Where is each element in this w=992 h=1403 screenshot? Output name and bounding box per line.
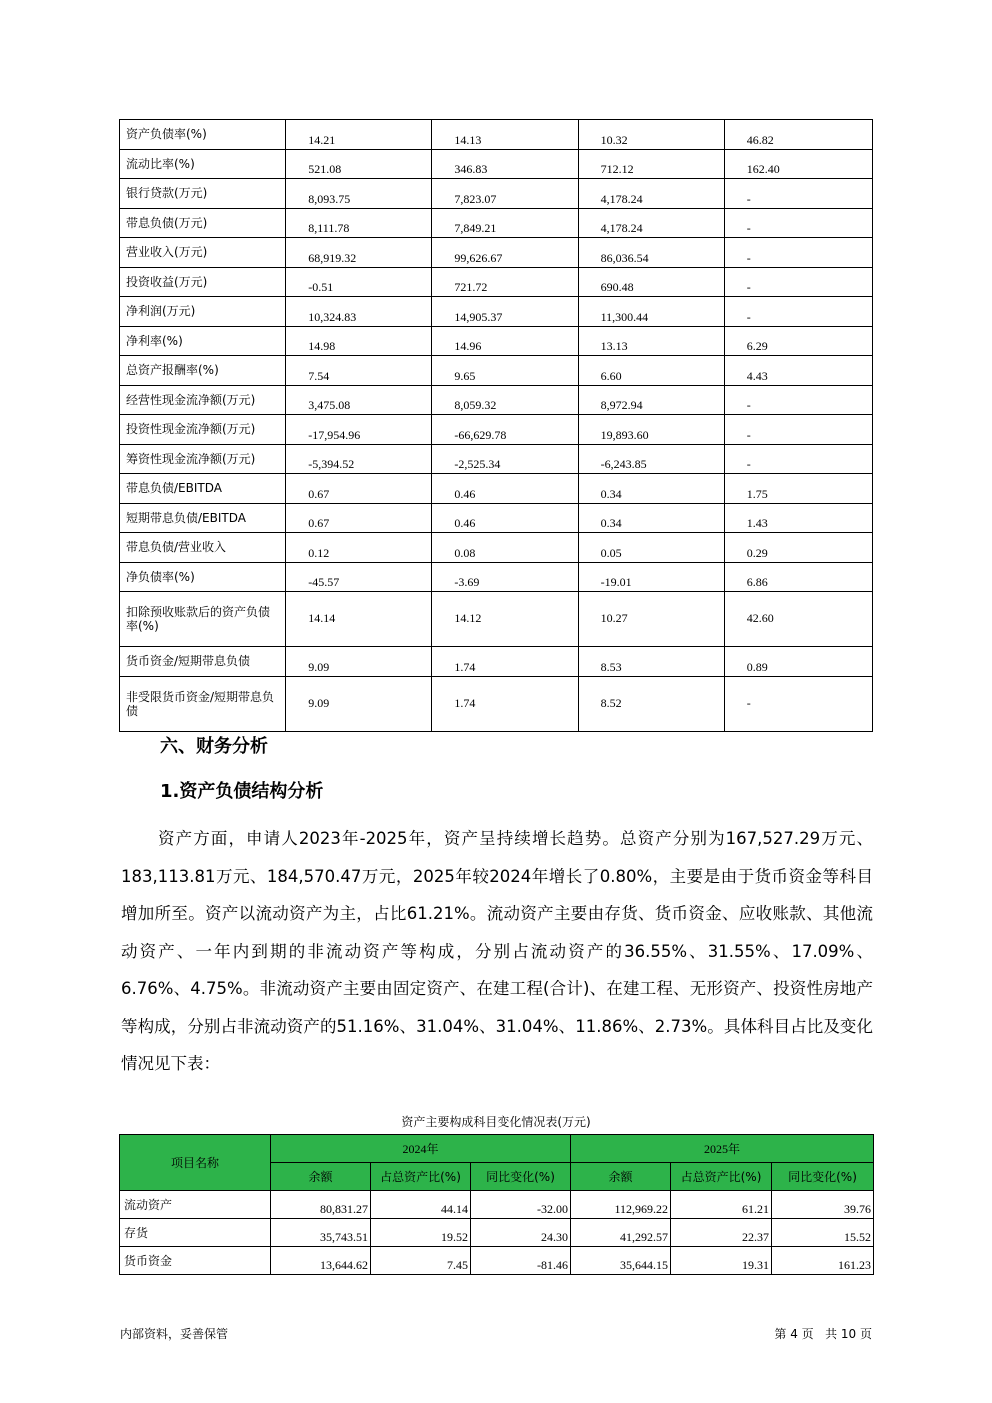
header-item-name: 项目名称 — [120, 1135, 271, 1191]
indicator-label: 银行贷款(万元) — [120, 179, 286, 209]
indicator-value-v3: 8.53 — [578, 647, 724, 677]
indicator-row — [120, 356, 873, 386]
indicator-value-v4: - — [724, 415, 872, 445]
row-value-a2: 35,644.15 — [571, 1247, 671, 1275]
row-value-a2: 112,969.22 — [571, 1191, 671, 1219]
indicator-row — [120, 297, 873, 327]
indicator-value-v2: 1.74 — [432, 676, 578, 731]
indicator-label: 货币资金/短期带息负债 — [120, 647, 286, 677]
indicator-value-v4: 6.29 — [724, 326, 872, 356]
indicator-value-v2: 346.83 — [432, 149, 578, 179]
indicator-value-v1: 7.54 — [286, 356, 432, 386]
indicator-value-v4: - — [724, 385, 872, 415]
indicator-value-v3: 6.60 — [578, 356, 724, 386]
footer-confidential: 内部资料，妥善保管 — [120, 1327, 229, 1341]
indicator-value-v3: 690.48 — [578, 267, 724, 297]
indicator-value-v2: 0.08 — [432, 533, 578, 563]
row-value-c2: 161.23 — [772, 1247, 874, 1275]
header-year-2: 2025年 — [571, 1135, 874, 1163]
indicator-value-v2: 0.46 — [432, 503, 578, 533]
indicator-value-v4: - — [724, 208, 872, 238]
header-amount: 余额 — [571, 1163, 671, 1191]
indicator-value-v4: - — [724, 676, 872, 731]
indicator-value-v3: -6,243.85 — [578, 444, 724, 474]
row-value-s1: 44.14 — [371, 1191, 471, 1219]
indicator-value-v2: -3.69 — [432, 562, 578, 592]
indicator-value-v3: -19.01 — [578, 562, 724, 592]
indicator-value-v4: 46.82 — [724, 120, 872, 150]
indicator-label: 短期带息负债/EBITDA — [120, 503, 286, 533]
indicator-value-v3: 712.12 — [578, 149, 724, 179]
indicator-value-v3: 11,300.44 — [578, 297, 724, 327]
indicator-row — [120, 444, 873, 474]
row-value-a1: 13,644.62 — [271, 1247, 371, 1275]
indicator-row — [120, 415, 873, 445]
header-year-1: 2024年 — [271, 1135, 571, 1163]
indicator-value-v4: 162.40 — [724, 149, 872, 179]
indicator-value-v3: 10.32 — [578, 120, 724, 150]
indicator-row — [120, 503, 873, 533]
indicator-value-v1: 3,475.08 — [286, 385, 432, 415]
indicator-value-v2: 0.46 — [432, 474, 578, 504]
indicator-value-v4: 1.75 — [724, 474, 872, 504]
indicator-label: 带息负债/营业收入 — [120, 533, 286, 563]
indicator-value-v2: 14.12 — [432, 592, 578, 647]
indicator-label: 净负债率(%) — [120, 562, 286, 592]
row-value-c2: 15.52 — [772, 1219, 874, 1247]
header-share: 占总资产比(%) — [371, 1163, 471, 1191]
indicator-row — [120, 238, 873, 268]
indicator-value-v2: 8,059.32 — [432, 385, 578, 415]
indicator-value-v2: 721.72 — [432, 267, 578, 297]
indicator-value-v1: -0.51 — [286, 267, 432, 297]
indicator-row — [120, 676, 873, 731]
header-share: 占总资产比(%) — [671, 1163, 772, 1191]
indicator-value-v1: -17,954.96 — [286, 415, 432, 445]
indicator-row — [120, 120, 873, 150]
indicator-row — [120, 474, 873, 504]
indicator-value-v1: 0.67 — [286, 474, 432, 504]
table-row — [120, 1191, 874, 1219]
indicator-label: 带息负债(万元) — [120, 208, 286, 238]
indicator-value-v3: 0.34 — [578, 474, 724, 504]
indicator-value-v1: 9.09 — [286, 647, 432, 677]
indicator-value-v2: -2,525.34 — [432, 444, 578, 474]
row-value-s2: 61.21 — [671, 1191, 772, 1219]
indicator-value-v3: 4,178.24 — [578, 179, 724, 209]
subsection-title: 1.资产负债结构分析 — [160, 781, 324, 802]
indicator-row — [120, 385, 873, 415]
indicator-value-v2: 7,849.21 — [432, 208, 578, 238]
indicator-table — [119, 119, 873, 732]
indicator-value-v1: 9.09 — [286, 676, 432, 731]
indicator-row — [120, 149, 873, 179]
indicator-value-v3: 86,036.54 — [578, 238, 724, 268]
indicator-row — [120, 267, 873, 297]
indicator-value-v4: - — [724, 267, 872, 297]
indicator-label: 非受限货币资金/短期带息负债 — [120, 676, 286, 731]
indicator-value-v2: 14.96 — [432, 326, 578, 356]
indicator-value-v2: 99,626.67 — [432, 238, 578, 268]
indicator-label: 经营性现金流净额(万元) — [120, 385, 286, 415]
indicator-label: 营业收入(万元) — [120, 238, 286, 268]
indicator-value-v4: 1.43 — [724, 503, 872, 533]
indicator-value-v3: 4,178.24 — [578, 208, 724, 238]
indicator-value-v1: 68,919.32 — [286, 238, 432, 268]
indicator-value-v2: 14,905.37 — [432, 297, 578, 327]
indicator-value-v1: -5,394.52 — [286, 444, 432, 474]
indicator-value-v4: - — [724, 297, 872, 327]
indicator-value-v2: 9.65 — [432, 356, 578, 386]
header-change: 同比变化(%) — [772, 1163, 874, 1191]
row-value-s1: 7.45 — [371, 1247, 471, 1275]
row-value-c1: -32.00 — [471, 1191, 571, 1219]
indicator-value-v4: 42.60 — [724, 592, 872, 647]
indicator-value-v1: 14.14 — [286, 592, 432, 647]
indicator-value-v1: 10,324.83 — [286, 297, 432, 327]
indicator-value-v1: -45.57 — [286, 562, 432, 592]
row-value-a2: 41,292.57 — [571, 1219, 671, 1247]
indicator-value-v2: 1.74 — [432, 647, 578, 677]
indicator-value-v4: 0.89 — [724, 647, 872, 677]
indicator-row — [120, 533, 873, 563]
indicator-value-v1: 0.67 — [286, 503, 432, 533]
indicator-label: 投资性现金流净额(万元) — [120, 415, 286, 445]
indicator-label: 资产负债率(%) — [120, 120, 286, 150]
indicator-label: 净利润(万元) — [120, 297, 286, 327]
table-row — [120, 1219, 874, 1247]
indicator-value-v3: 8.52 — [578, 676, 724, 731]
indicator-value-v1: 8,111.78 — [286, 208, 432, 238]
indicator-label: 总资产报酬率(%) — [120, 356, 286, 386]
row-value-s1: 19.52 — [371, 1219, 471, 1247]
row-value-c2: 39.76 — [772, 1191, 874, 1219]
indicator-value-v3: 0.34 — [578, 503, 724, 533]
indicator-row — [120, 179, 873, 209]
indicator-value-v4: 0.29 — [724, 533, 872, 563]
indicator-row — [120, 326, 873, 356]
indicator-label: 流动比率(%) — [120, 149, 286, 179]
row-value-a1: 80,831.27 — [271, 1191, 371, 1219]
indicator-row — [120, 208, 873, 238]
row-value-c1: -81.46 — [471, 1247, 571, 1275]
row-item-name: 流动资产 — [120, 1191, 271, 1219]
indicator-value-v2: 7,823.07 — [432, 179, 578, 209]
indicator-value-v4: - — [724, 179, 872, 209]
indicator-value-v3: 0.05 — [578, 533, 724, 563]
row-value-c1: 24.30 — [471, 1219, 571, 1247]
row-item-name: 存货 — [120, 1219, 271, 1247]
indicator-value-v1: 8,093.75 — [286, 179, 432, 209]
row-value-a1: 35,743.51 — [271, 1219, 371, 1247]
analysis-paragraph: 资产方面，申请人2023年-2025年，资产呈持续增长趋势。总资产分别为167,527.29万元、183,113.81万元、184,570.47万元，2025年较2024年增长了0.80%，主要是由于货币资金等科目增加所至。资产以流动资产为主，占比61.21%。流动资产主要由存货、货币资金、应收账款、其他流动资产、一年内到期的非流动资产等构成，分别占流动资产的36.55%、31.55%、17.09%、6.76%、4.75%。非流动资产主要由固定资产、在建工程(合计)、在建工程、无形资产、投资性房地产等构成，分别占非流动资产的51.16%、31.04%、31.04%、11.86%、2.73%。具体科目占比及变化情况见下表： — [121, 829, 873, 1073]
indicator-row — [120, 647, 873, 677]
indicator-label: 净利率(%) — [120, 326, 286, 356]
indicator-label: 筹资性现金流净额(万元) — [120, 444, 286, 474]
indicator-value-v1: 14.21 — [286, 120, 432, 150]
indicator-row — [120, 592, 873, 647]
row-value-s2: 22.37 — [671, 1219, 772, 1247]
table-caption: 资产主要构成科目变化情况表(万元) — [401, 1115, 591, 1129]
indicator-value-v3: 8,972.94 — [578, 385, 724, 415]
indicator-value-v3: 19,893.60 — [578, 415, 724, 445]
indicator-label: 带息负债/EBITDA — [120, 474, 286, 504]
indicator-value-v4: 4.43 — [724, 356, 872, 386]
indicator-label: 扣除预收账款后的资产负债率(%) — [120, 592, 286, 647]
indicator-label: 投资收益(万元) — [120, 267, 286, 297]
indicator-value-v2: 14.13 — [432, 120, 578, 150]
section-title: 六、财务分析 — [160, 736, 268, 757]
indicator-value-v1: 0.12 — [286, 533, 432, 563]
indicator-value-v4: - — [724, 444, 872, 474]
header-amount: 余额 — [271, 1163, 371, 1191]
table-row — [120, 1247, 874, 1275]
indicator-value-v4: - — [724, 238, 872, 268]
indicator-value-v1: 14.98 — [286, 326, 432, 356]
indicator-value-v3: 13.13 — [578, 326, 724, 356]
indicator-value-v3: 10.27 — [578, 592, 724, 647]
row-item-name: 货币资金 — [120, 1247, 271, 1275]
indicator-value-v2: -66,629.78 — [432, 415, 578, 445]
balance-structure-table — [119, 1134, 874, 1275]
indicator-value-v1: 521.08 — [286, 149, 432, 179]
indicator-row — [120, 562, 873, 592]
footer-page-number: 第 4 页 共 10 页 — [774, 1327, 872, 1341]
indicator-value-v4: 6.86 — [724, 562, 872, 592]
header-change: 同比变化(%) — [471, 1163, 571, 1191]
row-value-s2: 19.31 — [671, 1247, 772, 1275]
